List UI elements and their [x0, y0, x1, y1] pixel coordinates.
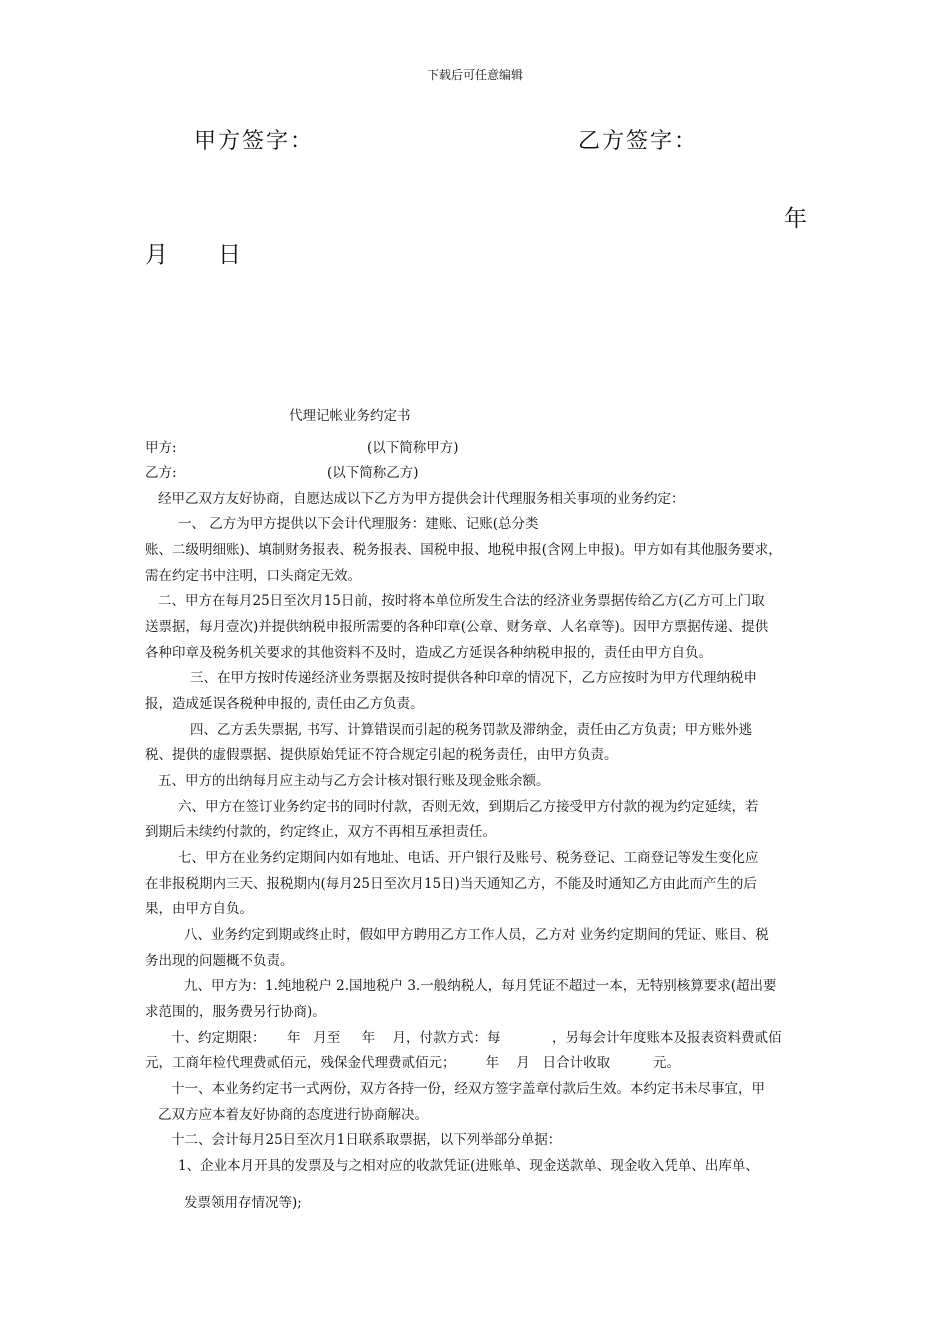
date-year-label: 年: [784, 206, 807, 232]
clause-5-line: 五、甲方的出纳每月应主动与乙方会计核对银行账及现金账余额。: [158, 773, 550, 789]
clause-9-line-1: 九、甲方为：1.纯地税户 2.国地税户 3.一般纳税人，每月凭证不超过一本，无特别核算要求(超出要: [184, 978, 777, 994]
clause-11-line-2: 乙双方应本着友好协商的态度进行协商解决。: [158, 1107, 428, 1123]
clause-3-line-2: 报，造成延误各税种申报的, 责任由乙方负责。: [145, 696, 424, 712]
party-b-label: 乙方:: [145, 465, 177, 481]
party-b-note: (以下简称乙方): [327, 465, 419, 481]
clause-10-line-2: 元，工商年检代理费贰佰元，残保金代理费贰佰元； 年 月 日合计收取 元。: [145, 1055, 680, 1071]
clause-7-line-3: 果，由甲方自负。: [145, 901, 253, 917]
party-a-signature-label: 甲方签字：: [194, 129, 315, 154]
clause-4-line-2: 税、提供的虚假票据、提供原始凭证不符合规定引起的税务责任，由甲方负责。: [145, 747, 618, 763]
party-a-note: (以下简称甲方): [367, 440, 459, 456]
clause-4-line-1: 四、乙方丢失票据, 书写、计算错误而引起的税务罚款及滞纳金，责任由乙方负责；甲方账外逃: [190, 722, 753, 738]
clause-10-line-1: 十、约定期限： 年 月至 年 月，付款方式：每 ，另每会计年度账本及报表资料费贰佰: [171, 1030, 782, 1046]
clause-9-line-2: 求范围的，服务费另行协商)。: [145, 1004, 326, 1020]
date-day-label: 日: [218, 242, 241, 268]
document-item-1-line-1: 1、企业本月开具的发票及与之相对应的收款凭证(进账单、现金送款单、现金收入凭单、出库单、: [178, 1158, 759, 1174]
clause-8-line-1: 八、业务约定到期或终止时，假如甲方聘用乙方工作人员，乙方对 业务约定期间的凭证、账目、税: [184, 927, 769, 943]
clause-2-line-2: 送票据，每月壹次)并提供纳税申报所需要的各种印章(公章、财务章、人名章等)。因甲方票据传递、提供: [145, 619, 769, 635]
clause-3-line-1: 三、在甲方按时传递经济业务票据及按时提供各种印章的情况下，乙方应按时为甲方代理纳税申: [190, 670, 757, 686]
clause-2-line-1: 二、甲方在每月25日至次月15日前，按时将本单位所发生合法的经济业务票据传给乙方(乙方可上门取: [158, 593, 765, 609]
clause-12-line: 十二、会计每月25日至次月1日联系取票据，以下列举部分单据：: [171, 1132, 562, 1148]
document-item-1-line-2: 发票领用存情况等);: [184, 1195, 302, 1211]
date-month-label: 月: [145, 242, 168, 268]
clause-1-line-2: 账、二级明细账)、填制财务报表、税务报表、国税申报、地税申报(含网上申报)。甲方如有其他服务要求，: [145, 542, 782, 558]
party-b-signature-label: 乙方签字：: [578, 129, 699, 154]
party-a-label: 甲方:: [145, 440, 177, 456]
clause-6-line-2: 到期后未续约付款的，约定终止，双方不再相互承担责任。: [145, 824, 496, 840]
clause-2-line-3: 各种印章及税务机关要求的其他资料不及时，造成乙方延误各种纳税申报的，责任由甲方自负。: [145, 645, 712, 661]
clause-7-line-1: 七、甲方在业务约定期间内如有地址、电话、开户银行及账号、税务登记、工商登记等发生变化应: [178, 850, 759, 866]
page-header: 下载后可任意编辑: [426, 68, 523, 82]
clause-6-line-1: 六、甲方在签订业务约定书的同时付款，否则无效，到期后乙方接受甲方付款的视为约定延续，若: [178, 799, 759, 815]
clause-1-line-1: 一、 乙方为甲方提供以下会计代理服务：建账、记账(总分类: [178, 516, 539, 532]
clause-11-line-1: 十一、本业务约定书一式两份，双方各持一份，经双方签字盖章付款后生效。本约定书未尽事宜，甲: [171, 1081, 765, 1097]
clause-7-line-2: 在非报税期内三天、报税期内(每月25日至次月15日)当天通知乙方，不能及时通知乙方由此而产生的后: [145, 876, 757, 892]
clause-8-line-2: 务出现的问题概不负责。: [145, 953, 294, 969]
clause-1-line-3: 需在约定书中注明，口头商定无效。: [145, 568, 361, 584]
preamble-line: 经甲乙双方友好协商，自愿达成以下乙方为甲方提供会计代理服务相关事项的业务约定：: [158, 491, 685, 507]
document-title: 代理记帐业务约定书: [289, 408, 411, 424]
